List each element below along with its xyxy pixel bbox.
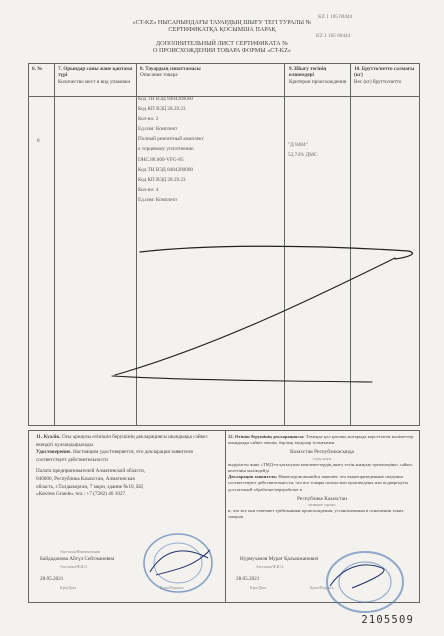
item-line: DHC.88.060-VFG-85	[138, 156, 184, 163]
item-line: Ед.изм: Комплект	[138, 196, 178, 203]
box-12-date: 28.05.2021	[236, 576, 260, 582]
sign-hint: Қолы/Подпись	[160, 586, 184, 590]
item-line: Код ТН ВЭД 8484200000	[138, 96, 194, 102]
item-line: Кол-во: 4	[138, 186, 159, 193]
item-line: Код КП ВЭД 28.29.23	[138, 176, 186, 183]
certification-divider	[225, 430, 226, 602]
signer-hint: Аты-жөні/Ф.И.О.	[60, 565, 89, 569]
date-hint: Күні/Дата	[60, 586, 77, 590]
header-line-3: ДОПОЛНИТЕЛЬНЫЙ ЛИСТ СЕРТИФИКАТА №	[155, 40, 289, 47]
box-11-date: 28.05.2021	[40, 576, 64, 582]
column-header-packages: 7. Орындар саны және қаптама түрі Количество мест и вид упаковки	[58, 66, 133, 85]
chamber-address: Палата предпринимателей Алматинской области,	[36, 468, 146, 475]
column-header-description: 8. Тауардың сипаттамасы Описание товара	[140, 66, 201, 79]
box-12-signer: Нурмуханов Мурат Қалымжанович	[240, 556, 319, 562]
chamber-stamp	[138, 530, 218, 596]
serial-number-second: KZ 1 105 00444	[316, 33, 351, 39]
item-number: 8	[37, 138, 40, 144]
header-line-4: О ПРОИСХОЖДЕНИИ ТОВАРА ФОРМЫ «CT-KZ»	[152, 47, 292, 54]
company-stamp	[322, 548, 408, 616]
header-line-2: СЕРТИФИКАТҚА ҚОСЫМША ПАРАҚ	[168, 26, 276, 33]
box-11-signer: Байдаданова Айгүл Сейтжановна	[40, 556, 115, 562]
item-line: Полный ремонтный комплект	[138, 136, 204, 143]
date-hint: Күні/Дата	[250, 586, 267, 590]
item-line: Ед.изм: Комплект	[138, 126, 178, 133]
signer-hint: Аты-жөні/Ф.И.О.	[256, 565, 285, 569]
item-line: Кол-во: 2	[138, 116, 159, 123]
document-serial-number: 2105509	[361, 614, 414, 626]
header-line-1: «CT-KZ» НЫСАНЫНДАҒЫ ТАУАРДЫҢ ШЫҒУ ТЕГІ ТУРАЛЫ №	[132, 19, 312, 26]
item-line: Код ТН ВЭД 8484200000	[138, 166, 194, 173]
signer-label: Аты-жөні/Наименование	[60, 550, 101, 554]
serial-number-top: KZ 1 105 00444	[318, 14, 353, 20]
item-line: к торцевому уплотнению	[138, 146, 194, 153]
origin-criterion: "Д 8484" 53,74% ДМС	[288, 142, 318, 158]
item-line: Код КП ВЭД 28.29.23	[138, 106, 186, 113]
box-12-declaration: 12. Өтініш берушінің декларациясы: Төменде қол қоюшы жоғарыда көрсетілген мәліметтер шындыққа сәйкес екенін, барлық тауарлар толығымен Казахстан Республикасында елдің атауы өндірілген және «ТМД-ға қатысушы мемлекеттердің шығу тегін анықтау ережелеріне» сәйкес келетінін мәлімдейді Декларация заявителя: Нижеподписавшийся заявляет, что вышеприведенные сведения соответствуют действительности, что все товары полностью произведены или подвергнуты достаточной обработке/переработке в Республике Казахстан название страны и, что все они отвечают требованиям происхождения, установленным в отношении таких товаров	[228, 434, 414, 520]
column-header-criteria: 9. Шығу тегінің өлшемдері Критерии происхождения	[289, 66, 347, 85]
column-header-number: 6. №	[32, 66, 43, 72]
sign-hint: Қолы/Подпись	[310, 586, 334, 590]
column-header-weight: 10. Брутто/нетто салмағы (кг) Вес (кг) брутто/нетто	[354, 66, 415, 85]
box-11-certification: 11. Куәлік. Осы арнаулы өтінішін берушінің декларациясы шындыққа сәйкес екендігі куәландырылады Удостоверение. Настоящим удостоверяется, что декларация заявителя соответствует действительности Палата предпринимателей Алматинской области, 040000, Республика Казахстан, Алматинская область, г.Талдыкорган, 7 мкрн, здание №10, БЦ «Коктем Grande» тел.: +7 (7282) 40 1027.	[36, 434, 221, 499]
